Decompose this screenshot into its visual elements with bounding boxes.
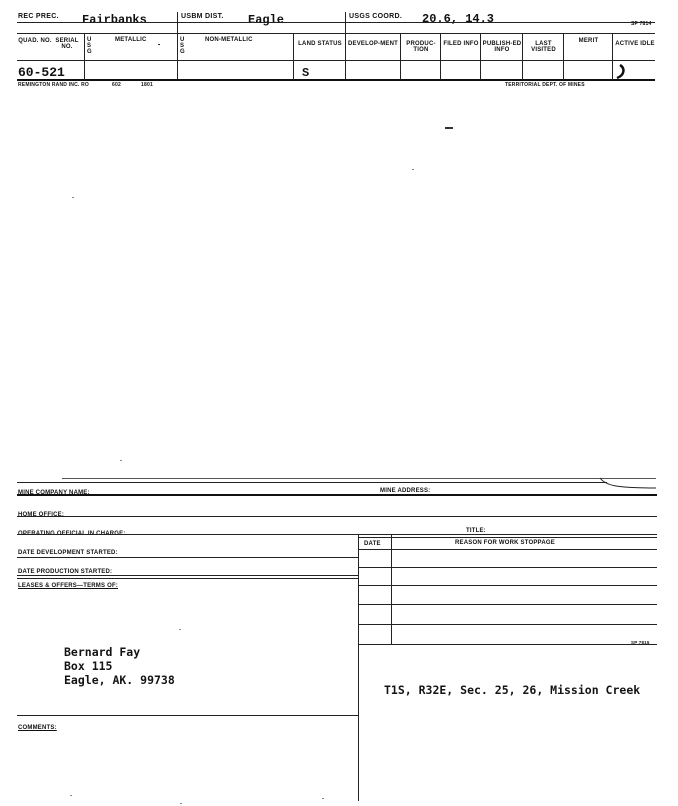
col-serial-no: SERIAL NO. bbox=[55, 38, 79, 50]
title-label: TITLE: bbox=[466, 528, 486, 534]
reason-header: REASON FOR WORK STOPPAGE bbox=[455, 540, 555, 546]
printer-code-1: 602 bbox=[112, 82, 121, 88]
address-line-2: Box 115 bbox=[64, 659, 113, 673]
usbm-dist-value: Eagle bbox=[248, 13, 285, 27]
home-office-label: HOME OFFICE: bbox=[18, 512, 65, 518]
mine-company-name-label: MINE COMPANY NAME: bbox=[18, 490, 90, 496]
mine-address-label: MINE ADDRESS: bbox=[380, 488, 431, 494]
col-last-visited: LAST VISITED bbox=[531, 41, 556, 53]
date-header: DATE bbox=[364, 541, 381, 547]
date-production-label: DATE PRODUCTION STARTED: bbox=[18, 569, 113, 575]
date-development-label: DATE DEVELOPMENT STARTED: bbox=[18, 550, 118, 556]
idle-checkmark-icon bbox=[612, 62, 632, 82]
col-quad-no: QUAD. NO. bbox=[18, 38, 52, 44]
rec-prec-value: Fairbanks bbox=[82, 13, 147, 27]
col-non-metallic: NON-METALLIC bbox=[205, 37, 253, 43]
printer-code-2: 1801 bbox=[141, 82, 153, 88]
usgs-coord-value: 20.6, 14.3 bbox=[422, 12, 495, 26]
usbm-dist-label: USBM DIST. bbox=[181, 13, 224, 20]
lower-form-number: SP 7815 bbox=[631, 640, 650, 645]
location-description: T1S, R32E, Sec. 25, 26, Mission Creek bbox=[384, 683, 641, 697]
col-development: DEVELOP-MENT bbox=[347, 41, 399, 47]
col-published-info: PUBLISH-ED INFO bbox=[482, 41, 522, 53]
top-form-number: SP 7814 bbox=[631, 21, 652, 27]
col-merit: MERIT bbox=[578, 38, 599, 44]
address-line-1: Bernard Fay bbox=[64, 645, 141, 659]
address-line-3: Eagle, AK. 99738 bbox=[64, 673, 175, 687]
printer-imprint: REMINGTON RAND INC. RO bbox=[18, 82, 89, 88]
col-nonmetallic-usg: U S G bbox=[180, 37, 185, 55]
col-metallic: METALLIC bbox=[115, 37, 147, 43]
leases-offers-label: LEASES & OFFERS—TERMS OF: bbox=[18, 583, 119, 589]
usgs-coord-label: USGS COORD. bbox=[349, 13, 403, 20]
col-filed-info: FILED INFO bbox=[443, 41, 479, 47]
col-land-status: LAND STATUS bbox=[298, 41, 342, 47]
quad-serial-value: 60-521 bbox=[18, 65, 65, 80]
territorial-dept-imprint: TERRITORIAL DEPT. OF MINES bbox=[505, 82, 585, 88]
col-metallic-usg: U S G bbox=[87, 37, 92, 55]
rec-prec-label: REC PREC. bbox=[18, 13, 59, 20]
operating-official-label: OPERATING OFFICIAL IN CHARGE: bbox=[18, 531, 126, 537]
col-production: PRODUC-TION bbox=[406, 41, 436, 53]
comments-label: COMMENTS: bbox=[18, 725, 57, 731]
col-active-idle: ACTIVE IDLE bbox=[615, 41, 655, 47]
land-status-value: S bbox=[302, 66, 310, 80]
